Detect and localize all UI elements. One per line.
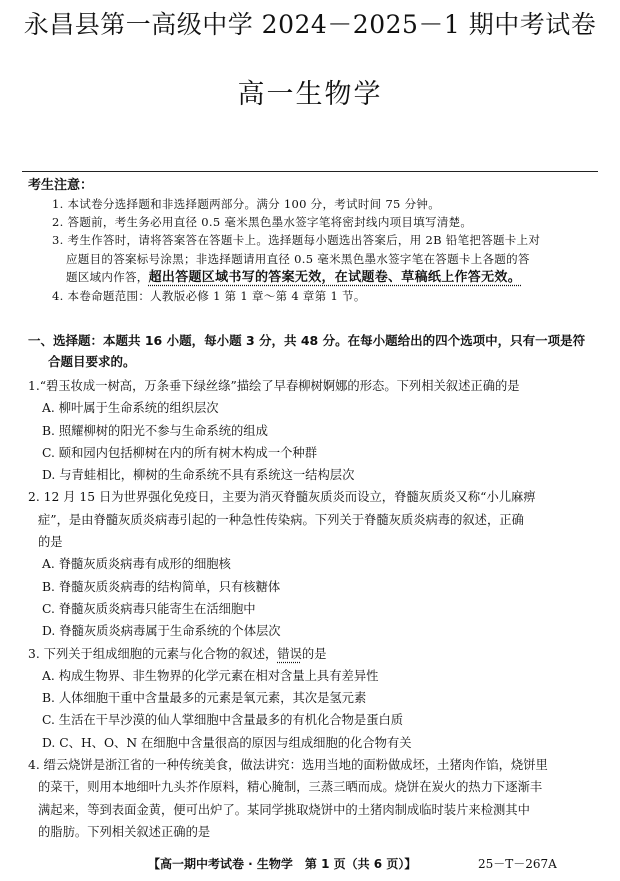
question-2-option-c: C. 脊髓灰质炎病毒只能寄生在活细胞中 <box>42 601 256 616</box>
question-1-option-d: D. 与青蛙相比，柳树的生命系统不具有系统这一结构层次 <box>42 468 355 483</box>
notice-item-4: 4. 本卷命题范围：人教版必修 1 第 1 章～第 4 章第 1 节。 <box>52 289 366 304</box>
question-1-option-c: C. 颐和园内包括柳树在内的所有树木构成一个种群 <box>42 445 318 460</box>
question-1-option-a: A. 柳叶属于生命系统的组织层次 <box>42 401 219 416</box>
question-2-option-a: A. 脊髓灰质炎病毒有成形的细胞核 <box>42 557 231 572</box>
question-3-stem-prefix: 3. 下列关于组成细胞的元素与化合物的叙述， <box>28 646 278 661</box>
section-heading-line-1: 一、选择题：本题共 16 小题，每小题 3 分，共 48 分。在每小题给出的四个选项中，只有一项是符 <box>28 333 586 348</box>
section-heading-line-2: 合题目要求的。 <box>48 354 136 369</box>
notice-list <box>52 195 600 305</box>
notice-item-1: 1. 本试卷分选择题和非选择题两部分。满分 100 分，考试时间 75 分钟。 <box>52 197 441 211</box>
question-3-stem <box>28 643 600 665</box>
section-heading <box>28 330 600 372</box>
question-2-stem-line-3: 的是 <box>38 535 63 550</box>
notice-item-3-line-3 <box>52 268 600 287</box>
question-3-option-c: C. 生活在干旱沙漠的仙人掌细胞中含量最多的有机化合物是蛋白质 <box>42 713 404 728</box>
question-4-stem-line-1: 4. 缙云烧饼是浙江省的一种传统美食，做法讲究：选用当地的面粉做成坯，土猪肉作馅，烧饼里 <box>28 758 548 773</box>
question-4 <box>28 754 600 843</box>
question-3-option-d: D. C、H、O、N 在细胞中含量很高的原因与组成细胞的化合物有关 <box>42 735 412 750</box>
question-2 <box>28 486 600 642</box>
question-3-option-a: A. 构成生物界、非生物界的化学元素在相对含量上具有差异性 <box>42 668 379 683</box>
notice-item-3: 3. 考生作答时，请将答案答在答题卡上。选择题每小题选出答案后，用 2B 铅笔把答题卡上对 <box>52 233 541 248</box>
question-3-stem-suffix: 的是 <box>301 646 327 661</box>
question-4-stem-line-2: 的菜干，则用本地细叶九头芥作原料，精心腌制，三蒸三晒而成。烧饼在炭火的热力下逐渐丰 <box>38 780 543 795</box>
notice-heading: 考生注意： <box>28 178 94 193</box>
question-2-stem-line-2: 症”，是由脊髓灰质炎病毒引起的一种急性传染病。下列关于脊髓灰质炎病毒的叙述，正确 <box>38 512 524 527</box>
subject-title: 高一生物学 <box>237 79 383 110</box>
question-3-option-b: B. 人体细胞干重中含量最多的元素是氧元素，其次是氢元素 <box>42 691 367 706</box>
question-2-option-d: D. 脊髓灰质炎病毒属于生命系统的个体层次 <box>42 624 281 639</box>
question-3-stem-emphasis: 错误 <box>277 646 302 661</box>
question-4-stem-line-3: 满起来，等到表面金黄，便可出炉了。某同学挑取烧饼中的土猪肉制成临时装片来检测其中 <box>38 802 530 817</box>
notice-item-3-line-2: 应题目的答案标号涂黑；非选择题请用直径 0.5 毫米黑色墨水签字笔在答题卡上各题的答 <box>66 251 530 266</box>
notice-emphasis: 超出答题区域书写的答案无效，在试题卷、草稿纸上作答无效。 <box>148 269 522 285</box>
divider-line <box>22 171 598 172</box>
question-1-stem: 1.“碧玉妆成一树高，万条垂下绿丝绦”描绘了早春柳树婀娜的形态。下列相关叙述正确的是 <box>28 379 520 393</box>
question-2-stem-line-1: 2. 12 月 15 日为世界强化免疫日，主要为消灭脊髓灰质炎而设立，脊髓灰质炎又称“小儿麻痹 <box>28 490 536 505</box>
question-4-stem-line-4: 的脂肪。下列相关叙述正确的是 <box>38 824 211 839</box>
notice-item-2: 2. 答题前，考生务必用直径 0.5 毫米黑色墨水签字笔将密封线内项目填写清楚。 <box>52 215 473 230</box>
question-list <box>28 375 600 843</box>
footer-exam-code: 25－T－267A <box>478 857 557 871</box>
footer-page-info: 【高一期中考试卷 · 生物学 第 1 页（共 6 页）】 <box>148 857 417 871</box>
notice-item-3-prefix: 题区域内作答， <box>66 269 149 284</box>
question-1 <box>28 375 600 486</box>
question-1-option-b: B. 照耀柳树的阳光不参与生命系统的组成 <box>42 423 268 438</box>
exam-title: 永昌县第一高级中学 2024－2025－1 期中考试卷 <box>23 10 597 39</box>
question-2-option-b: B. 脊髓灰质炎病毒的结构简单，只有核糖体 <box>42 579 281 594</box>
question-3 <box>28 643 600 754</box>
